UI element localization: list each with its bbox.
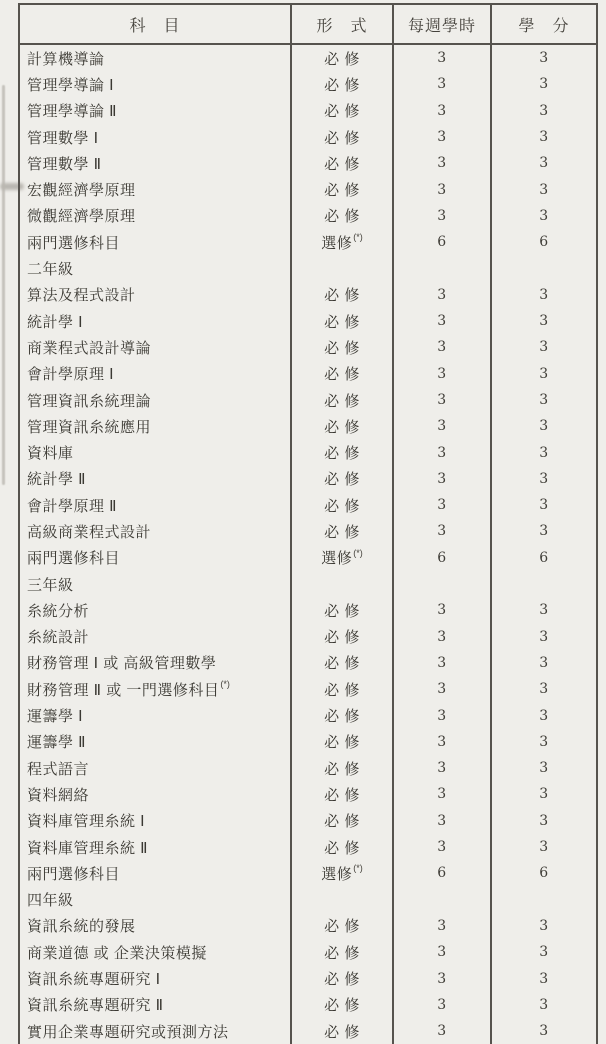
subject-cell [20,255,292,281]
credits-cell: 3 [539,839,549,856]
table-row [20,255,596,281]
subject-label: 三年級 [27,576,74,594]
form-label: 必 修 [324,182,360,200]
form-cell [292,887,394,913]
subject-label: 管理數學 Ⅱ [27,155,102,173]
form-label: 必 修 [324,418,360,436]
table-row [20,597,596,623]
form-label: 必 修 [324,944,360,962]
form-cell [292,308,394,334]
hours-cell: 3 [394,45,492,71]
form-cell [292,965,394,991]
subject-label: 四年級 [27,892,74,910]
credits-cell: 3 [539,970,549,987]
hours-cell: 3 [394,808,492,834]
hours-cell: 3 [394,834,492,860]
table-row [20,45,596,71]
subject-label: 高級商業程式設計 [27,523,152,541]
subject-label: 兩門選修科目 [27,865,121,883]
credits-cell: 3 [539,181,549,198]
subject-cell [20,676,292,702]
form-footnote-marker: (*) [353,232,363,243]
form-footnote-marker: (*) [353,547,363,558]
subject-label: 兩門選修科目 [27,234,121,252]
form-cell [292,808,394,834]
subject-cell [20,965,292,991]
subject-label: 商業道德 或 企業決策模擬 [27,944,207,962]
table-row [20,439,596,465]
form-cell [292,755,394,781]
form-label: 必 修 [324,681,360,699]
form-label: 必 修 [324,208,360,226]
scan-edge-artifact [2,85,5,485]
form-cell [292,650,394,676]
subject-cell [20,361,292,387]
hours-cell [394,571,492,597]
credits-cell [492,255,596,281]
subject-label: 宏觀經濟學原理 [27,182,136,200]
form-cell [292,597,394,623]
form-label: 選修 [321,550,353,568]
form-cell [292,361,394,387]
hours-cell [394,255,492,281]
hours-cell: 3 [394,755,492,781]
credits-cell: 3 [539,654,549,671]
hours-cell: 3 [394,518,492,544]
form-cell [292,1018,394,1044]
table-body [20,45,596,1044]
hours-cell: 3 [394,203,492,229]
table-row [20,71,596,97]
table-row [20,282,596,308]
form-label: 必 修 [324,760,360,778]
table-row [20,98,596,124]
table-row [20,755,596,781]
form-cell [292,98,394,124]
hours-cell: 3 [394,308,492,334]
subject-cell [20,71,292,97]
subject-cell [20,887,292,913]
hours-cell: 3 [394,650,492,676]
subject-label: 程式語言 [27,760,90,778]
subject-label: 兩門選修科目 [27,550,121,568]
form-cell [292,45,394,71]
form-label: 必 修 [324,471,360,489]
subject-cell [20,334,292,360]
subject-cell [20,624,292,650]
subject-cell [20,571,292,597]
form-label: 必 修 [324,129,360,147]
subject-cell [20,545,292,571]
credits-cell: 3 [539,76,549,93]
form-label: 必 修 [324,918,360,936]
credits-cell: 3 [539,418,549,435]
hours-cell: 3 [394,282,492,308]
form-label: 必 修 [324,734,360,752]
credits-cell: 3 [539,602,549,619]
hours-cell: 6 [394,229,492,255]
curriculum-table [18,3,598,1044]
credits-cell: 3 [539,497,549,514]
form-cell [292,781,394,807]
credits-cell: 3 [539,129,549,146]
credits-cell: 3 [539,365,549,382]
subject-label: 運籌學 Ⅰ [27,708,84,726]
subject-label: 糸統分析 [27,602,90,620]
form-label: 必 修 [324,392,360,410]
table-row [20,1018,596,1044]
table-row [20,518,596,544]
table-row [20,650,596,676]
hours-cell: 3 [394,624,492,650]
subject-cell [20,650,292,676]
form-label: 必 修 [324,997,360,1015]
subject-cell [20,308,292,334]
subject-label: 商業程式設計導論 [27,339,152,357]
hours-cell: 3 [394,965,492,991]
hours-cell: 6 [394,860,492,886]
form-label: 必 修 [324,629,360,647]
hours-cell: 3 [394,150,492,176]
form-label: 必 修 [324,839,360,857]
header-subject: 科 目 [20,5,292,43]
credits-cell: 3 [539,207,549,224]
subject-label: 二年級 [27,261,74,279]
table-row [20,308,596,334]
subject-cell [20,860,292,886]
form-cell [292,71,394,97]
hours-cell: 3 [394,361,492,387]
form-cell [292,150,394,176]
subject-cell [20,939,292,965]
hours-cell: 3 [394,597,492,623]
hours-cell [394,887,492,913]
credits-cell: 6 [539,549,549,566]
subject-label: 統計學 Ⅱ [27,471,87,489]
subject-label: 計算機導論 [27,50,105,68]
hours-cell: 3 [394,992,492,1018]
form-cell [292,729,394,755]
form-cell [292,387,394,413]
credits-cell: 3 [539,944,549,961]
subject-cell [20,466,292,492]
header-weekly-hours: 每週學時 [394,5,492,43]
table-row [20,624,596,650]
table-row [20,176,596,202]
hours-cell: 6 [394,545,492,571]
hours-cell: 3 [394,702,492,728]
form-label: 必 修 [324,103,360,121]
form-cell [292,571,394,597]
form-cell [292,282,394,308]
form-cell [292,334,394,360]
form-cell [292,992,394,1018]
hours-cell: 3 [394,492,492,518]
subject-cell [20,413,292,439]
subject-label: 統計學 Ⅰ [27,313,84,331]
subject-label: 資訊糸統專題研究 Ⅱ [27,997,164,1015]
subject-cell [20,808,292,834]
subject-label: 管理學導論 Ⅱ [27,103,118,121]
header-credits: 學 分 [518,17,570,35]
form-label: 必 修 [324,339,360,357]
subject-cell [20,282,292,308]
table-row [20,387,596,413]
form-cell [292,545,394,571]
table-row [20,887,596,913]
form-cell [292,624,394,650]
table-row [20,781,596,807]
subject-cell [20,834,292,860]
header-form: 形 式 [292,5,394,43]
subject-label: 會計學原理 Ⅰ [27,366,115,384]
subject-cell [20,176,292,202]
credits-cell: 3 [539,733,549,750]
subject-label: 資料庫管理糸統 Ⅱ [27,839,149,857]
credits-cell: 3 [539,707,549,724]
form-cell [292,176,394,202]
form-label: 必 修 [324,76,360,94]
form-cell [292,229,394,255]
credits-cell: 3 [539,1023,549,1040]
subject-label: 微觀經濟學原理 [27,208,136,226]
subject-cell [20,729,292,755]
credits-cell: 3 [539,50,549,67]
credits-cell [492,887,596,913]
hours-cell: 3 [394,334,492,360]
table-row [20,492,596,518]
table-row [20,229,596,255]
hours-cell: 3 [394,1018,492,1044]
hours-cell: 3 [394,939,492,965]
subject-label: 管理學導論 Ⅰ [27,76,115,94]
subject-cell [20,781,292,807]
subject-cell [20,913,292,939]
form-cell [292,676,394,702]
credits-cell: 3 [539,313,549,330]
table-row [20,913,596,939]
hours-cell: 3 [394,729,492,755]
form-label: 必 修 [324,445,360,463]
credits-cell: 3 [539,786,549,803]
table-row [20,676,596,702]
form-label: 必 修 [324,1023,360,1041]
form-label: 必 修 [324,786,360,804]
form-label: 必 修 [324,287,360,305]
subject-label: 算法及程式設計 [27,287,136,305]
subject-cell [20,1018,292,1044]
credits-cell: 3 [539,523,549,540]
subject-label: 會計學原理 Ⅱ [27,497,118,515]
form-label: 必 修 [324,50,360,68]
subject-label: 資訊糸統的發展 [27,918,136,936]
form-cell [292,255,394,281]
form-cell [292,124,394,150]
subject-label: 運籌學 Ⅱ [27,734,87,752]
subject-cell [20,518,292,544]
credits-cell: 3 [539,628,549,645]
form-label: 必 修 [324,655,360,673]
subject-cell [20,124,292,150]
table-row [20,361,596,387]
subject-cell [20,597,292,623]
form-label: 選修 [321,234,353,252]
credits-cell: 3 [539,444,549,461]
table-row [20,965,596,991]
subject-cell [20,150,292,176]
table-row [20,413,596,439]
hours-cell: 3 [394,781,492,807]
hours-cell: 3 [394,466,492,492]
credits-cell [492,571,596,597]
form-label: 必 修 [324,366,360,384]
form-label: 必 修 [324,523,360,541]
subject-label: 管理資訊糸統理論 [27,392,152,410]
hours-cell: 3 [394,387,492,413]
subject-label: 資料網絡 [27,786,90,804]
form-cell [292,466,394,492]
subject-cell [20,229,292,255]
credits-cell: 3 [539,996,549,1013]
form-label: 必 修 [324,971,360,989]
table-row [20,939,596,965]
credits-cell: 3 [539,917,549,934]
credits-cell: 3 [539,339,549,356]
subject-cell [20,98,292,124]
credits-cell: 3 [539,470,549,487]
table-row [20,150,596,176]
form-label: 必 修 [324,313,360,331]
table-row [20,334,596,360]
credits-cell: 3 [539,155,549,172]
table-row [20,808,596,834]
subject-cell [20,439,292,465]
table-row [20,729,596,755]
hours-cell: 3 [394,676,492,702]
form-label: 必 修 [324,497,360,515]
subject-label: 財務管理 Ⅱ 或 一門選修科目 [27,681,220,699]
table-row [20,466,596,492]
subject-label: 管理數學 Ⅰ [27,129,99,147]
table-header-row [20,5,596,45]
hours-cell: 3 [394,71,492,97]
credits-cell: 3 [539,392,549,408]
credits-cell: 3 [539,812,549,829]
subject-label: 管理資訊糸統應用 [27,418,152,436]
subject-label: 資料庫管理糸統 Ⅰ [27,813,146,831]
form-cell [292,518,394,544]
form-cell [292,939,394,965]
credits-cell: 3 [539,681,549,698]
hours-cell: 3 [394,98,492,124]
form-cell [292,834,394,860]
form-cell [292,439,394,465]
subject-cell [20,45,292,71]
subject-cell [20,387,292,413]
credits-cell: 6 [539,865,549,882]
form-label: 必 修 [324,813,360,831]
form-label: 必 修 [324,155,360,173]
hours-cell: 3 [394,413,492,439]
form-cell [292,203,394,229]
form-cell [292,702,394,728]
hours-cell: 3 [394,176,492,202]
form-cell [292,492,394,518]
credits-cell: 3 [539,286,549,303]
hours-cell: 3 [394,439,492,465]
table-row [20,203,596,229]
subject-cell [20,702,292,728]
subject-cell [20,492,292,518]
form-label: 選修 [321,865,353,883]
table-row [20,571,596,597]
table-row [20,860,596,886]
form-label: 必 修 [324,602,360,620]
form-footnote-marker: (*) [353,863,363,874]
subject-label: 糸統設計 [27,629,90,647]
credits-cell: 3 [539,760,549,777]
credits-cell: 6 [539,234,549,251]
form-cell [292,413,394,439]
form-cell [292,913,394,939]
subject-cell [20,755,292,781]
hours-cell: 3 [394,913,492,939]
subject-cell [20,203,292,229]
table-row [20,992,596,1018]
table-row [20,834,596,860]
credits-cell: 3 [539,102,549,119]
form-cell [292,860,394,886]
subject-cell [20,992,292,1018]
subject-label: 資訊糸統專題研究 Ⅰ [27,971,161,989]
hours-cell: 3 [394,124,492,150]
table-row [20,124,596,150]
subject-label: 財務管理 Ⅰ 或 高級管理數學 [27,655,217,673]
subject-label: 實用企業專題研究或預測方法 [27,1023,229,1041]
table-row [20,545,596,571]
subject-footnote-marker: (*) [220,679,230,690]
form-label: 必 修 [324,708,360,726]
table-row [20,702,596,728]
subject-label: 資料庫 [27,445,74,463]
